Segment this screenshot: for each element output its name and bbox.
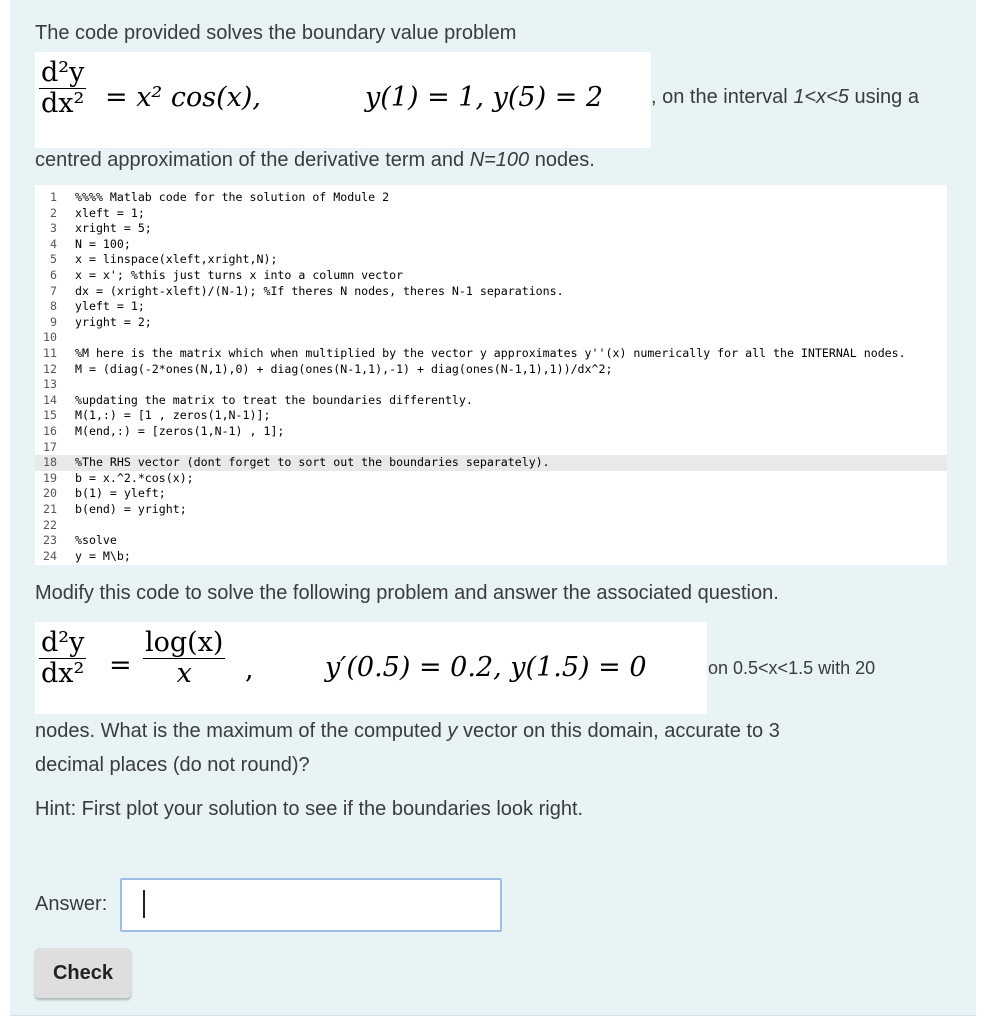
question-line-1: nodes. What is the maximum of the computed y vector on this domain, accurate to 3: [35, 720, 780, 742]
modify-instruction: Modify this code to solve the following problem and answer the associated question.: [35, 582, 779, 604]
line-number: 15: [43, 408, 57, 423]
fraction-denominator: dx²: [41, 88, 85, 119]
code-text: dx = (xright-xleft)/(N-1); %If theres N nodes, theres N-1 separations.: [75, 283, 564, 298]
code-text: %updating the matrix to treat the boundaries differently.: [75, 392, 473, 407]
second-derivative-fraction: [39, 58, 86, 119]
code-text: xright = 5;: [75, 221, 152, 236]
code-text: M = (diag(-2*ones(N,1),0) + diag(ones(N-1,1),-1) + diag(ones(N-1,1),1))/dx^2;: [75, 361, 613, 376]
line-number: 8: [50, 299, 57, 314]
code-text: b = x.^2.*cos(x);: [75, 470, 194, 485]
boundary-conditions: y′(0.5) = 0.2, y(1.5) = 0: [325, 652, 647, 683]
line-number: 9: [50, 314, 57, 329]
interval-text: , on the interval 1<x<5 using a: [651, 86, 919, 108]
code-line: [35, 518, 947, 534]
code-text: yleft = 1;: [75, 299, 145, 314]
fraction-numerator: d²y: [41, 627, 85, 658]
code-text: M(end,:) = [zeros(1,N-1) , 1];: [75, 424, 285, 438]
code-line: [35, 424, 947, 440]
text-caret: [143, 890, 145, 918]
line-number: 14: [43, 392, 57, 407]
code-line: [35, 190, 947, 206]
code-line: [35, 533, 947, 549]
answer-label: Answer:: [35, 893, 108, 915]
code-line: [35, 377, 947, 393]
line-number: 20: [43, 486, 57, 501]
answer-input[interactable]: [120, 878, 502, 932]
code-text: %solve: [75, 533, 117, 548]
code-line: [35, 346, 947, 362]
code-text: b(end) = yright;: [75, 502, 187, 516]
line-number: 11: [43, 346, 57, 360]
code-text: b(1) = yleft;: [75, 486, 166, 501]
rhs-numerator: log(x): [145, 627, 224, 658]
code-line: [35, 471, 947, 487]
line-number: 4: [50, 236, 57, 251]
line-number: 3: [50, 221, 57, 236]
code-line: [35, 502, 947, 518]
code-text: %M here is the matrix which when multiplied by the vector y approximates y''(x) numerically for all the INTERNAL nodes.: [75, 346, 906, 360]
line-number: 5: [50, 252, 57, 267]
code-line: [35, 486, 947, 502]
line-number: 24: [43, 548, 57, 563]
code-text: yright = 2;: [75, 314, 152, 329]
code-text: %The RHS vector (dont forget to sort out the boundaries separately).: [75, 455, 550, 470]
intro-line: The code provided solves the boundary value problem: [35, 22, 517, 44]
line-number: 2: [50, 205, 57, 220]
code-line: [35, 252, 947, 268]
boundary-conditions: y(1) = 1, y(5) = 2: [365, 82, 604, 113]
code-line: [35, 315, 947, 331]
code-text: M(1,:) = [1 , zeros(1,N-1)];: [75, 408, 271, 423]
code-line: [35, 549, 947, 565]
method-line: centred approximation of the derivative term and N=100 nodes.: [35, 149, 595, 171]
comma: ,: [245, 654, 254, 685]
equation-1: [35, 52, 651, 148]
matlab-code-block: [35, 185, 947, 565]
second-derivative-fraction: [39, 628, 86, 689]
code-line: [35, 206, 947, 222]
line-number: 7: [50, 283, 57, 298]
code-line: [35, 221, 947, 237]
code-line: [35, 237, 947, 253]
code-line: [35, 408, 947, 424]
line-number: 23: [43, 533, 57, 548]
line-number: 22: [43, 517, 57, 532]
line-number: 16: [43, 424, 57, 438]
equals-sign: =: [109, 650, 132, 681]
code-text: x = x'; %this just turns x into a column vector: [75, 268, 404, 282]
code-line: [35, 440, 947, 456]
line-number: 17: [43, 439, 57, 454]
rhs-denominator: x: [176, 658, 192, 689]
equation-2: [35, 622, 707, 714]
code-line: [35, 284, 947, 300]
code-line: [35, 299, 947, 315]
line-number: 18: [43, 455, 57, 470]
question-line-2: decimal places (do not round)?: [35, 754, 310, 776]
code-line: [35, 330, 947, 346]
line-number: 13: [43, 377, 57, 392]
code-line: [35, 393, 947, 409]
line-number: 1: [50, 190, 57, 204]
code-line: [35, 362, 947, 378]
line-number: 21: [43, 502, 57, 516]
code-text: N = 100;: [75, 236, 131, 251]
line-number: 19: [43, 470, 57, 485]
line-number: 12: [43, 361, 57, 376]
line-number: 6: [50, 268, 57, 282]
code-text: x = linspace(xleft,xright,N);: [75, 252, 278, 267]
code-text: xleft = 1;: [75, 205, 145, 220]
rhs-fraction: [143, 628, 225, 689]
fraction-numerator: d²y: [41, 57, 85, 88]
code-line: [35, 455, 947, 471]
hint-text: Hint: First plot your solution to see if the boundaries look right.: [35, 798, 584, 820]
code-line: [35, 268, 947, 284]
equation-rhs: = x² cos(x),: [105, 82, 261, 113]
fraction-denominator: dx²: [41, 658, 85, 689]
domain-text: on 0.5<x<1.5 with 20: [708, 658, 876, 678]
code-text: y = M\b;: [75, 548, 131, 563]
check-button[interactable]: Check: [35, 948, 131, 998]
code-text: %%%% Matlab code for the solution of Module 2: [75, 190, 390, 204]
line-number: 10: [43, 330, 57, 345]
